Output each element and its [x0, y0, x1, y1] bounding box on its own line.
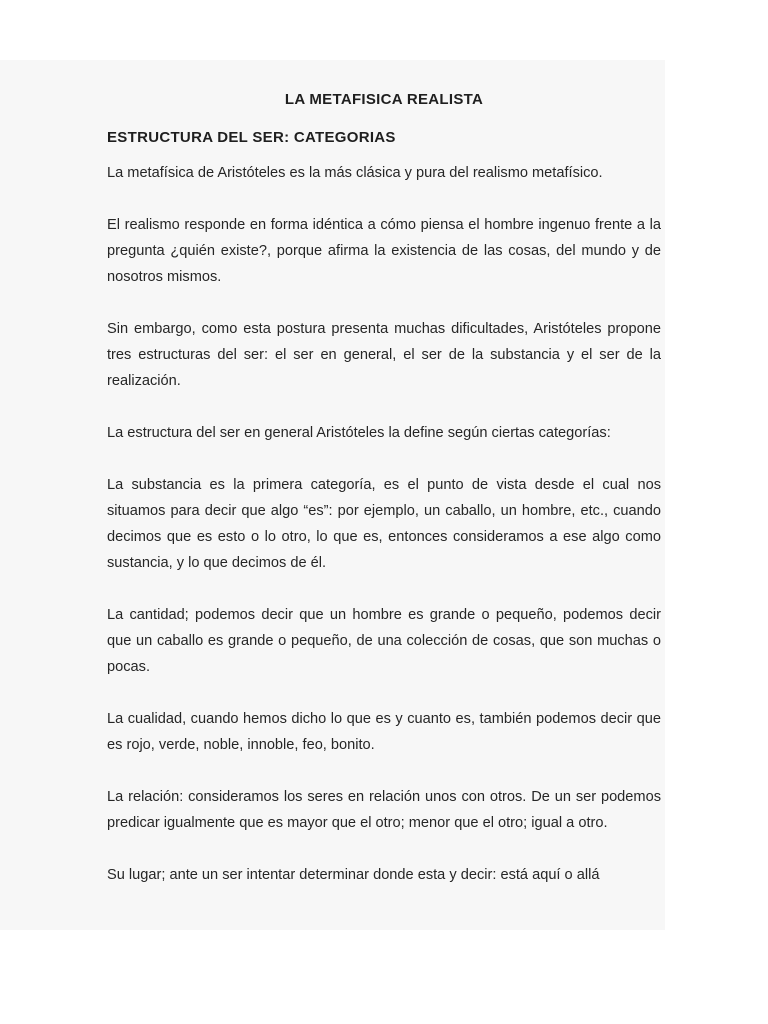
paragraph-intro: La metafísica de Aristóteles es la más clásica y pura del realismo metafísico. [107, 165, 603, 181]
paragraph-place: Su lugar; ante un ser intentar determinar donde esta y decir: está aquí o allá [107, 867, 600, 883]
paragraph-relation: La relación: consideramos los seres en relación unos con otros. De un ser podemos predicar igualmente que es mayor que el otro; menor que el otro; igual a otro. [107, 789, 661, 831]
paragraph-realism: El realismo responde en forma idéntica a cómo piensa el hombre ingenuo frente a la pregunta ¿quién existe?, porque afirma la existencia de las cosas, del mundo y de nosotros mismos. [107, 217, 661, 285]
document-title: LA METAFISICA REALISTA [284, 91, 484, 108]
document-body [107, 90, 661, 888]
paragraph-quality: La cualidad, cuando hemos dicho lo que es y cuanto es, también podemos decir que es rojo, verde, noble, innoble, feo, bonito. [107, 711, 661, 753]
section-heading: ESTRUCTURA DEL SER: CATEGORIAS [107, 129, 396, 146]
paragraph-quantity: La cantidad; podemos decir que un hombre es grande o pequeño, podemos decir que un caballo es grande o pequeño, de una colección de cosas, que son muchas o pocas. [107, 607, 661, 675]
paragraph-substance: La substancia es la primera categoría, es el punto de vista desde el cual nos situamos para decir que algo “es”: por ejemplo, un caballo, un hombre, etc., cuando decimos que es esto o lo otro, lo que es, entonces consideramos a ese algo como sustancia, y lo que decimos de él. [107, 477, 661, 571]
paragraph-categories-intro: La estructura del ser en general Aristóteles la define según ciertas categorías: [107, 425, 611, 441]
paragraph-structures: Sin embargo, como esta postura presenta muchas dificultades, Aristóteles propone tres estructuras del ser: el ser en general, el ser de la substancia y el ser de la realización. [107, 321, 661, 389]
